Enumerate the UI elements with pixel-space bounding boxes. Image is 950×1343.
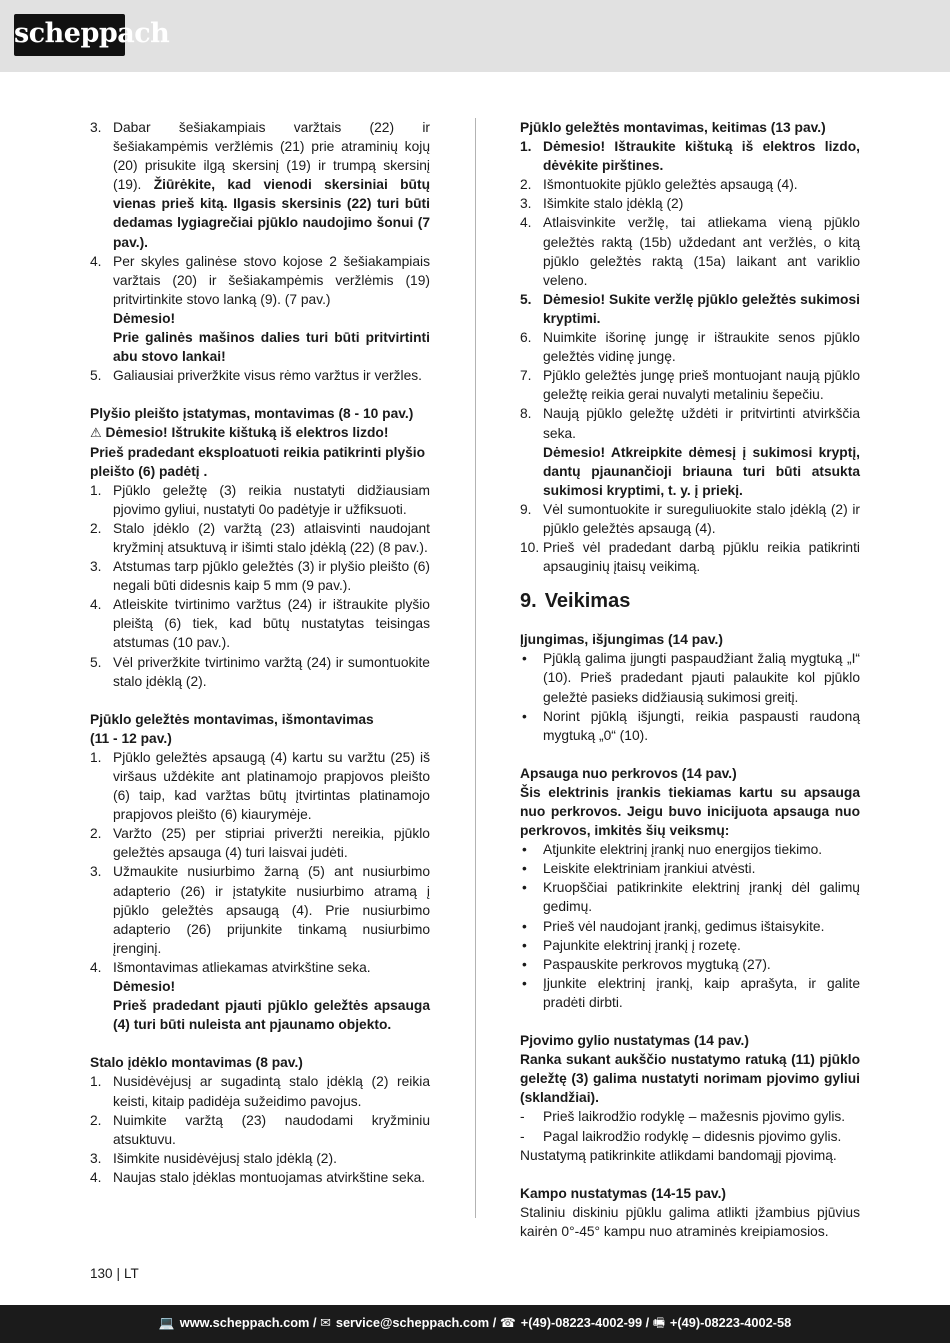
step-list xyxy=(90,481,430,691)
list-item: 3. Užmaukite nusiurbimo žarną (5) ant nusiurbimo adapterio (26) ir įstatykite nusiurbimo atramą į pjūklo geležtės apsaugą (4). Prie nusiurbimo adapterio (26) prijunkite tinkamą nusiurbimo įrenginį. xyxy=(90,864,430,956)
list-item: 5. Galiausiai priveržkite visus rėmo varžtus ir veržles. xyxy=(90,368,422,384)
step-list xyxy=(520,137,860,443)
section-subtitle: (11 - 12 pav.) xyxy=(90,730,172,746)
right-column xyxy=(520,118,860,1241)
step-list xyxy=(520,500,860,576)
list-item: • Įjunkite elektrinį įrankį, kaip aprašyta, ir galite pradėti dirbti. xyxy=(522,975,860,1010)
website-link[interactable]: www.scheppach.com xyxy=(179,1315,310,1330)
chapter-title: Veikimas xyxy=(544,590,631,613)
bullet-icon: • xyxy=(522,975,527,991)
list-item: 2. Varžto (25) per stipriai priveržti nereikia, pjūklo geležtės apsauga (4) turi laisvai judėti. xyxy=(90,826,430,861)
list-item: 1. Pjūklo geležtę (3) reikia nustatyti didžiausiam pjovimo gyliui, nustatyti 0o padėtyje ir užfiksuoti. xyxy=(90,482,430,517)
list-item: • Paspauskite perkrovos mygtuką (27). xyxy=(520,955,860,974)
bullet-icon: • xyxy=(522,956,527,972)
page-number: 130 | LT xyxy=(90,1266,139,1281)
warning-line: ⚠ Dėmesio! Ištrukite kištuką iš elektros lizdo! xyxy=(90,425,389,441)
list-item: 1. Pjūklo geležtės apsaugą (4) kartu su varžtu (25) iš viršaus uždėkite ant platinamojo prapjovos pleišto (6) taip, kad varžtas būtų įtvirtintas platinamojo prapjovos pleišto (6) kiaurymėje. xyxy=(90,749,430,823)
list-item: 2. Stalo įdėklo (2) varžtą (23) atlaisvinti naudojant kryžminį atsuktuvą ir išimti stalo įdėklą (22) (8 pav.). xyxy=(90,520,430,555)
list-item: 1. Dėmesio! Ištraukite kištuką iš elektros lizdo, dėvėkite pirštines. xyxy=(520,139,860,174)
step-list xyxy=(90,1072,430,1187)
list-item: 3. Išimkite stalo įdėklą (2) xyxy=(520,196,684,212)
list-item: 4. Atleiskite tvirtinimo varžtus (24) ir ištraukite plyšio pleištą (6) tiek, kad būtų nustatytas teisingas atstumas (10 pav.). xyxy=(90,597,430,651)
section-title: Pjūklo geležtės montavimas, išmontavimas xyxy=(90,711,374,727)
column-divider xyxy=(475,118,476,1218)
section-closing: Nustatymą patikrinkite atlikdami bandomąjį pjovimą. xyxy=(520,1147,837,1163)
list-item: 5. Dėmesio! Sukite veržlę pjūklo geležtės sukimosi kryptimi. xyxy=(520,291,860,326)
attention-note: Prie galinės mašinos dalies turi būti pritvirtinti abu stovo lankai! xyxy=(113,330,430,365)
section-cut-depth xyxy=(520,1031,860,1165)
section-blade-removal xyxy=(90,710,430,1035)
list-item: 4. Per skyles galinėse stovo kojose 2 šešiakampiais varžtais (20) ir šešiakampėmis veržlėmis (19) pritvirtinkite stovo lanką (9). (7 pav.) xyxy=(90,253,430,307)
brand-logo: scheppach xyxy=(14,14,125,56)
warning-triangle-icon: ⚠ xyxy=(90,425,102,441)
list-item: • Leiskite elektriniam įrankiui atvėsti. xyxy=(520,859,860,878)
section-title: Pjūklo geležtės montavimas, keitimas (13 pav.) xyxy=(520,120,826,135)
list-item: 7. Pjūklo geležtės jungę prieš montuojant naują pjūklo geležtę reikia gerai nuvalyti metaliniu šepečiu. xyxy=(520,368,860,403)
section-title: Įjungimas, išjungimas (14 pav.) xyxy=(520,632,723,648)
list-item: 8. Naują pjūklo geležtę uždėti ir pritvirtinti atvirkščia seka. xyxy=(520,406,860,441)
assembly-steps xyxy=(90,118,430,385)
section-text: Staliniu diskiniu pjūklu galima atlikti įžambius pjūvius kairėn 0°-45° kampu nuo atraminės kreipiamosios. xyxy=(520,1204,860,1239)
list-item: 4. Išmontavimas atliekamas atvirkštine seka. xyxy=(90,959,371,975)
bullet-icon: • xyxy=(522,880,527,896)
list-item: 10. Prieš vėl pradedant darbą pjūklu reikia patikrinti apsauginių įtaisų veikimą. xyxy=(520,540,860,575)
page-header xyxy=(0,0,950,72)
section-riving-knife xyxy=(90,404,430,690)
phone-icon: ☎ xyxy=(499,1315,516,1330)
list-item: 6. Nuimkite išorinę jungę ir ištraukite senos pjūklo geležtės vidinę jungę. xyxy=(520,330,860,365)
warning-text: Prieš pradedant eksploatuoti reikia patikrinti plyšio pleišto (6) padėtį . xyxy=(90,444,426,479)
list-item: • Pajunkite elektrinį įrankį į rozetę. xyxy=(520,936,860,955)
bullet-icon: • xyxy=(522,918,527,934)
phone-number: +(49)-08223-4002-99 xyxy=(520,1315,643,1330)
page-footer: 💻 www.scheppach.com / ✉ service@scheppach.com / ☎ +(49)-08223-4002-99 / 🖷 +(49)-08223-4002-58 xyxy=(0,1305,950,1343)
section-intro: Šis elektrinis įrankis tiekiamas kartu su apsauga nuo perkrovos. Jeigu buvo inicijuota apsauga nuo perkrovos, imkitės šių veiksmų: xyxy=(520,784,860,839)
list-item: • Norint pjūklą išjungti, reikia paspausti raudoną mygtuką „0“ (10). xyxy=(522,708,860,743)
bullet-icon: • xyxy=(522,937,527,953)
list-item: 4. Atlaisvinkite veržlę, tai atliekama vieną pjūklo geležtės raktą (15b) uždedant ant veržlės, o kitą pjūklo geležtės raktą (15a) laikant ant variklio veleno. xyxy=(520,215,860,288)
list-item: 5. Vėl priveržkite tvirtinimo varžtą (24) ir sumontuokite stalo įdėklą (2). xyxy=(90,654,430,689)
bullet-icon: • xyxy=(522,708,527,724)
list-item: • Atjunkite elektrinį įrankį nuo energijos tiekimo. xyxy=(520,840,860,859)
section-title: Apsauga nuo perkrovos (14 pav.) xyxy=(520,765,737,781)
fax-icon: 🖷 xyxy=(652,1315,665,1330)
section-overload xyxy=(520,764,860,1012)
section-title: Plyšio pleišto įstatymas, montavimas (8 - 10 pav.) xyxy=(90,406,414,422)
list-item: 2. Nuimkite varžtą (23) naudodami kryžminiu atsuktuvu. xyxy=(90,1112,430,1147)
list-item: • Prieš vėl naudojant įrankį, gedimus ištaisykite. xyxy=(520,917,860,936)
section-intro: Ranka sukant aukščio nustatymo ratuką (11) pjūklo geležtę (3) galima nustatyti norimam pjovimo gyliui (sklandžiai). xyxy=(520,1052,860,1106)
bullet-icon: • xyxy=(522,861,527,877)
list-item: 3. Išimkite nusidėvėjusį stalo įdėklą (2). xyxy=(90,1150,337,1166)
dash-icon: - xyxy=(520,1128,525,1144)
list-item: 2. Išmontuokite pjūklo geležtės apsaugą (4). xyxy=(520,177,798,193)
list-item: - Pagal laikrodžio rodyklę – didesnis pjovimo gylis. xyxy=(520,1127,860,1146)
list-item: 4. Naujas stalo įdėklas montuojamas atvirkštine seka. xyxy=(90,1169,426,1185)
computer-icon: 💻 xyxy=(158,1315,175,1330)
left-column xyxy=(90,118,430,1187)
section-table-insert xyxy=(90,1053,430,1187)
page-separator: | xyxy=(116,1266,121,1281)
fax-number: +(49)-08223-4002-58 xyxy=(669,1315,792,1330)
dash-icon: - xyxy=(520,1109,525,1125)
bullet-icon: • xyxy=(522,651,527,667)
attention-label: Dėmesio! xyxy=(113,979,176,995)
list-item: 3. Atstumas tarp pjūklo geležtės (3) ir plyšio pleišto (6) negali būti didesnis kaip 5 mm (9 pav.). xyxy=(90,559,430,594)
chapter-heading xyxy=(520,588,860,614)
list-item: 1. Nusidėvėjusį ar sugadintą stalo įdėklą (2) reikia keisti, kitaip padidėja sužeidimo pavojus. xyxy=(90,1074,430,1109)
attention-note: Prieš pradedant pjauti pjūklo geležtės apsauga (4) turi būti nuleista ant pjaunamo objekto. xyxy=(113,998,430,1033)
list-item: • Pjūklą galima įjungti paspaudžiant žalią mygtuką „I“ (10). Prieš pradedant pjauti palaukite kol pjūklo geležtė pasieks didžiausią sukimosi greitį. xyxy=(522,651,860,705)
section-blade-change xyxy=(520,118,860,576)
section-on-off xyxy=(520,630,860,745)
section-angle xyxy=(520,1184,860,1241)
attention-note: Dėmesio! Atkreipkite dėmesį į sukimosi kryptį, dantų pjaunančioji briauna turi būti atsukta sukimosi kryptimi, t. y. į priekį. xyxy=(543,444,860,498)
chapter-number: 9. xyxy=(520,590,537,613)
section-title: Pjovimo gylio nustatymas (14 pav.) xyxy=(520,1033,749,1049)
email-icon: ✉ xyxy=(320,1315,331,1330)
section-title: Kampo nustatymas (14-15 pav.) xyxy=(520,1185,726,1201)
list-item: 3. Dabar šešiakampiais varžtais (22) ir šešiakampėmis veržlėmis (21) prie atraminių kojų (20) prisukite ilgą skersinį (19) ir trumpą skersinį (19). Žiūrėkite, kad vienodi skersiniai būtų vienas prieš kitą. Ilgasis skersinis (22) turi būti dedamas lygiagrečiai pjūklo naudojimo šonui (7 pav.). xyxy=(90,120,431,250)
section-title: Stalo įdėklo montavimas (8 pav.) xyxy=(90,1055,303,1071)
attention-label: Dėmesio! xyxy=(113,310,176,326)
email-link[interactable]: service@scheppach.com xyxy=(335,1315,490,1330)
step-list xyxy=(90,748,430,977)
list-item: - Prieš laikrodžio rodyklę – mažesnis pjovimo gylis. xyxy=(520,1107,860,1126)
bullet-icon: • xyxy=(522,842,527,858)
list-item: 9. Vėl sumontuokite ir sureguliuokite stalo įdėklą (2) ir pjūklo geležtės apsaugą (4). xyxy=(520,501,860,536)
list-item: • Kruopščiai patikrinkite elektrinį įrankį dėl galimų gedimų. xyxy=(522,880,860,915)
